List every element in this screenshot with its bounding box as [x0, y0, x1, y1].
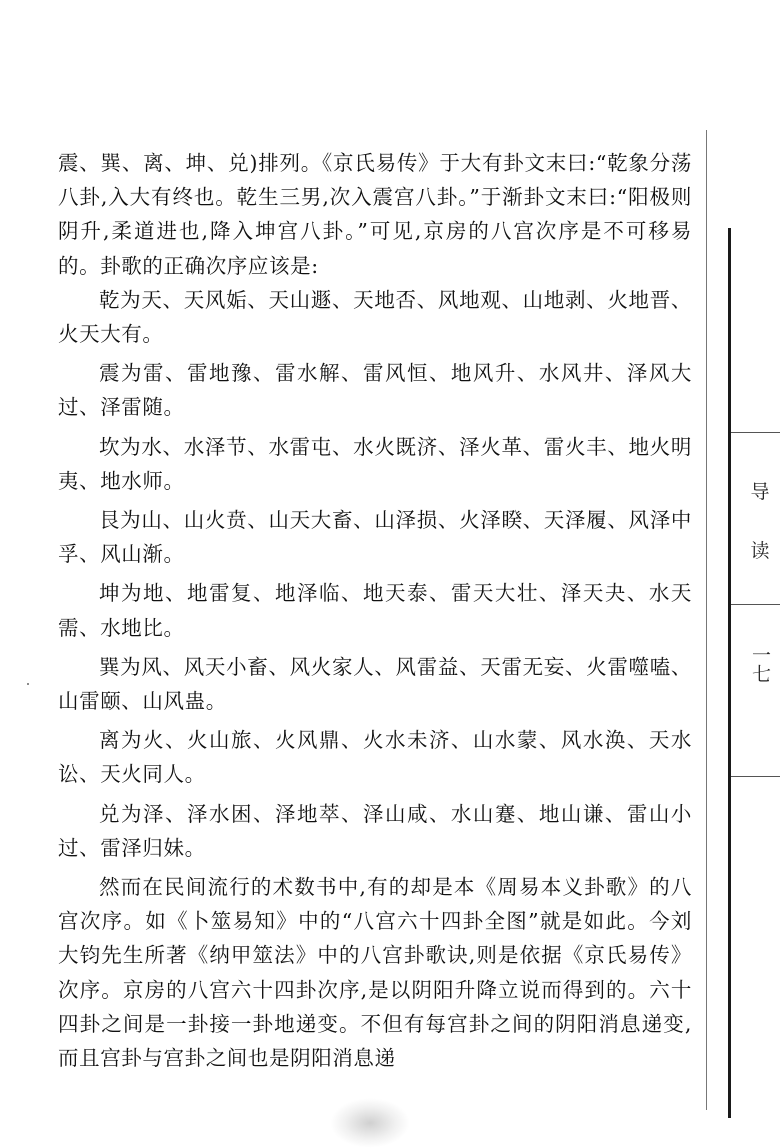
paragraph-dui-palace: 兑为泽、泽水困、泽地萃、泽山咸、水山蹇、地山谦、雷山小过、雷泽归妹。 [58, 801, 692, 860]
paragraph-intro: 震、巽、离、坤、兑)排列。《京氏易传》于大有卦文末曰:“乾象分荡八卦,入大有终也。乾生三男,次入震宫八卦。”于渐卦文末曰:“阳极则阴升,柔道进也,降入坤宫八卦。”可见,京房的八宫次序是不可移易的。卦歌的正确次序应该是: [58, 151, 692, 278]
paragraph-gen-palace: 艮为山、山火贲、山天大畜、山泽损、火泽睽、天泽履、风泽中孚、风山渐。 [58, 508, 692, 567]
paragraph-xun-palace: 巽为风、风天小畜、风火家人、风雷益、天雷无妄、火雷噬嗑、山雷颐、山风蛊。 [58, 654, 692, 714]
section-label-bottom: 读 [750, 540, 770, 562]
margin-rule-thick [728, 228, 731, 1118]
scan-speck [27, 683, 29, 685]
page-number: 一七 [749, 645, 771, 683]
body-text [58, 146, 692, 1075]
paragraph-li-palace: 离为火、火山旅、火风鼎、火水未济、山水蒙、风水涣、天水讼、天火同人。 [58, 728, 692, 787]
paragraph-kan-palace: 坎为水、水泽节、水雷屯、水火既济、泽火革、雷火丰、地火明夷、地水师。 [58, 434, 692, 493]
paragraph-qian-palace: 乾为天、天风姤、天山遯、天地否、风地观、山地剥、火地晋、火天大有。 [58, 287, 692, 347]
margin-rule-thin [706, 130, 707, 1110]
paragraph-zhen-palace: 震为雷、雷地豫、雷水解、雷风恒、地风升、水风井、泽风大过、泽雷随。 [58, 361, 692, 420]
margin-divider-top [731, 432, 780, 433]
section-label-top: 导 [750, 481, 770, 503]
margin-divider-bottom [731, 776, 780, 777]
scan-smudge [330, 1098, 410, 1148]
paragraph-kun-palace: 坤为地、地雷复、地泽临、地天泰、雷天大壮、泽天夬、水天需、水地比。 [58, 581, 692, 640]
paragraph-closing: 然而在民间流行的术数书中,有的却是本《周易本义卦歌》的八宫次序。如《卜筮易知》中的“八宫六十四卦全图”就是如此。今刘大钧先生所著《纳甲筮法》中的八宫卦歌诀,则是依据《京氏易传》次序。京房的八宫六十四卦次序,是以阴阳升降立说而得到的。六十四卦之间是一卦接一卦地递变。不但有每宫卦之间的阴阳消息递变,而且宫卦与宫卦之间也是阴阳消息递 [58, 875, 692, 1071]
margin-divider-middle [731, 604, 780, 605]
